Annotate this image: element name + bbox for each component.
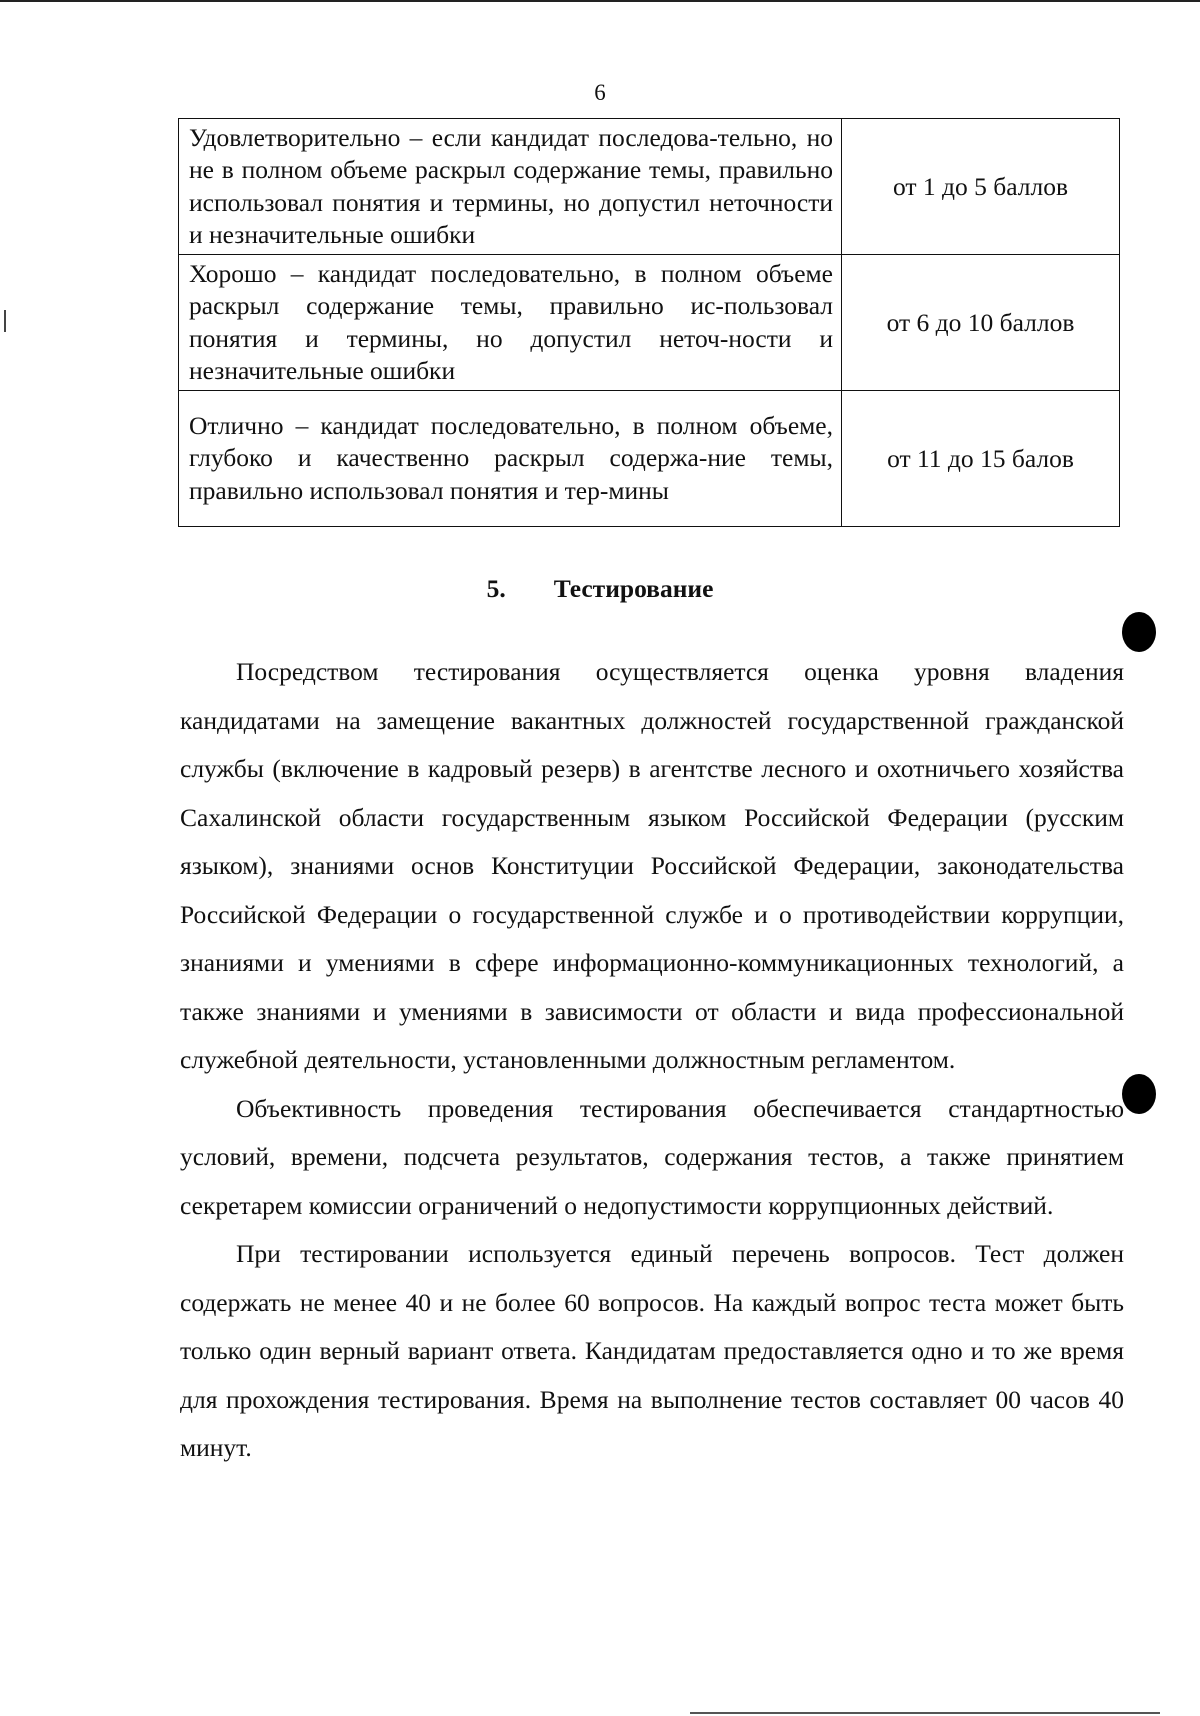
section-heading bbox=[0, 572, 1200, 606]
paragraph: Объективность проведения тестирования обеспечивается стандартностью условий, времени, подсчета результатов, содержания тестов, а также принятием секретарем комиссии ограничений о недопустимости коррупционных действий. bbox=[180, 1093, 1124, 1220]
punch-hole bbox=[1122, 1074, 1156, 1114]
criteria-score: от 6 до 10 баллов bbox=[842, 255, 1120, 391]
criteria-score: от 1 до 5 баллов bbox=[842, 119, 1120, 255]
scan-margin-mark bbox=[4, 310, 6, 332]
criteria-description: Хорошо – кандидат последовательно, в полном объеме раскрыл содержание темы, правильно ис-пользовал понятия и термины, но допустил неточ-ности и незначительные ошибки bbox=[179, 255, 842, 391]
section-number: 5. bbox=[486, 574, 506, 603]
section-title: Тестирование bbox=[553, 574, 714, 603]
paragraph: При тестировании используется единый перечень вопросов. Тест должен содержать не менее 40 и не более 60 вопросов. На каждый вопрос теста может быть только один верный вариант ответа. Кандидатам предоставляется одно и то же время для прохождения тестирования. Время на выполнение тестов составляет 00 часов 40 минут. bbox=[180, 1239, 1124, 1462]
bottom-edge-line bbox=[690, 1712, 1160, 1714]
top-edge-line bbox=[0, 0, 1200, 2]
section-body bbox=[180, 648, 1124, 1473]
table-row bbox=[179, 255, 1120, 391]
paragraph: Посредством тестирования осуществляется оценка уровня владения кандидатами на замещение вакантных должностей государственной гражданской службы (включение в кадровый резерв) в агентстве лесного и охотничьего хозяйства Сахалинской области государственным языком Российской Федерации (русским языком), знаниями основ Конституции Российской Федерации, законодательства Российской Федерации о государственной службе и о противодействии коррупции, знаниями и умениями в сфере информационно-коммуникационных технологий, а также знаниями и умениями в зависимости от области и вида профессиональной служебной деятельности, установленными должностным регламентом. bbox=[180, 657, 1124, 1074]
criteria-description: Отлично – кандидат последовательно, в полном объеме, глубоко и качественно раскрыл содержа-ние темы, правильно использовал понятия и тер-мины bbox=[179, 391, 842, 527]
page-number: 6 bbox=[594, 80, 606, 105]
punch-hole bbox=[1122, 612, 1156, 652]
table-row bbox=[179, 391, 1120, 527]
criteria-table bbox=[178, 118, 1120, 527]
criteria-score: от 11 до 15 балов bbox=[842, 391, 1120, 527]
criteria-description: Удовлетворительно – если кандидат последова-тельно, но не в полном объеме раскрыл содержание темы, правильно использовал понятия и термины, но допустил неточности и незначительные ошибки bbox=[179, 119, 842, 255]
table-row bbox=[179, 119, 1120, 255]
